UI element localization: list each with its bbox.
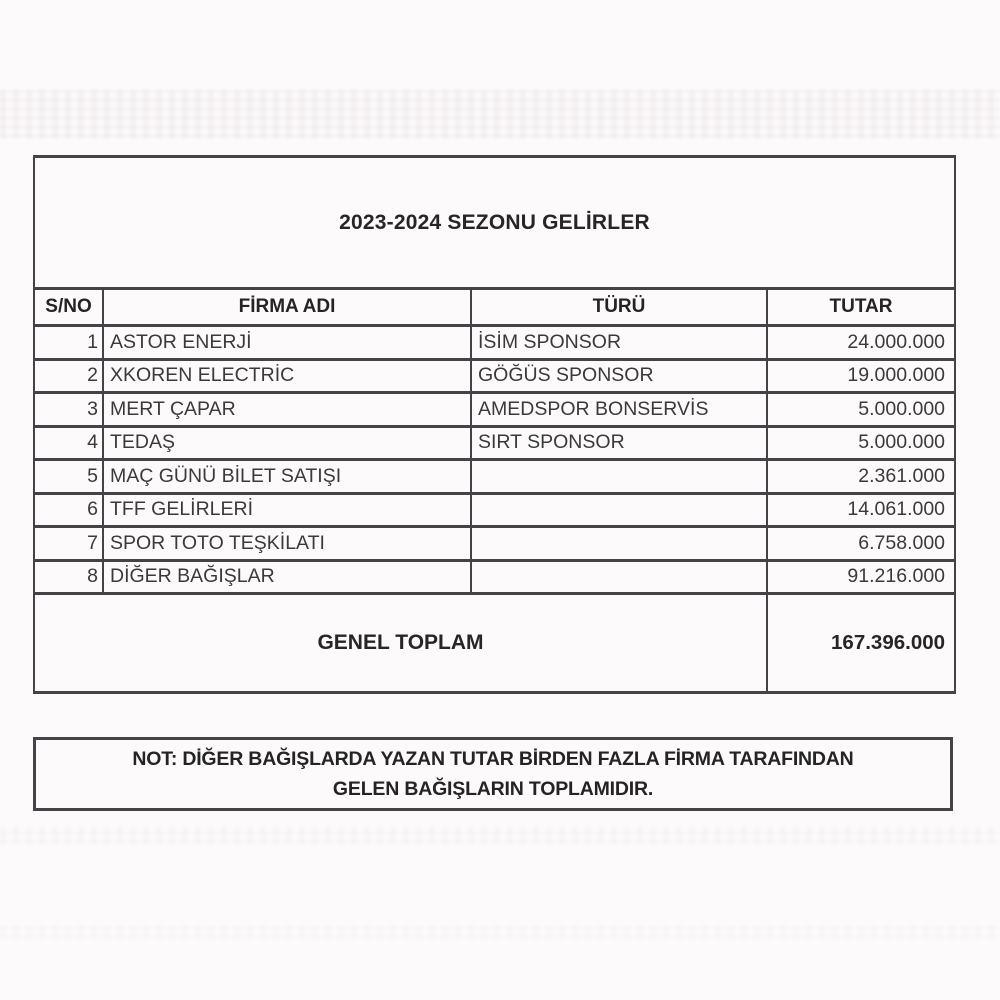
header-sno: S/NO	[34, 289, 103, 326]
firma-cell: MAÇ GÜNÜ BİLET SATIŞI	[103, 460, 471, 494]
grand-total-label: GENEL TOPLAM	[34, 594, 767, 693]
table-row	[34, 460, 955, 494]
table-row	[34, 359, 955, 393]
table-row	[34, 560, 955, 594]
revenue-table	[33, 155, 956, 694]
firma-cell: MERT ÇAPAR	[103, 393, 471, 427]
tutar-cell: 19.000.000	[767, 359, 955, 393]
title-row	[34, 157, 955, 289]
turu-cell: AMEDSPOR BONSERVİS	[471, 393, 767, 427]
tutar-cell: 5.000.000	[767, 426, 955, 460]
firma-cell: XKOREN ELECTRİC	[103, 359, 471, 393]
table-row	[34, 426, 955, 460]
turu-cell	[471, 560, 767, 594]
scan-noise-band-middle	[0, 826, 1000, 844]
tutar-cell: 2.361.000	[767, 460, 955, 494]
note-line-1: NOT: DİĞER BAĞIŞLARDA YAZAN TUTAR BİRDEN FAZLA FİRMA TARAFINDAN	[132, 747, 854, 770]
tutar-cell: 91.216.000	[767, 560, 955, 594]
total-row	[34, 594, 955, 693]
header-turu: TÜRÜ	[471, 289, 767, 326]
header-tutar: TUTAR	[767, 289, 955, 326]
table-title: 2023-2024 SEZONU GELİRLER	[34, 157, 955, 289]
grand-total-value: 167.396.000	[767, 594, 955, 693]
table-row	[34, 527, 955, 561]
tutar-cell: 24.000.000	[767, 326, 955, 360]
note-box	[33, 737, 953, 811]
turu-cell: SIRT SPONSOR	[471, 426, 767, 460]
turu-cell	[471, 460, 767, 494]
note-line-2: GELEN BAĞIŞLARIN TOPLAMIDIR.	[332, 777, 654, 800]
row-number-cell: 7	[34, 527, 103, 561]
table-row	[34, 326, 955, 360]
tutar-cell: 5.000.000	[767, 393, 955, 427]
row-number-cell: 8	[34, 560, 103, 594]
tutar-cell: 6.758.000	[767, 527, 955, 561]
header-firma: FİRMA ADI	[103, 289, 471, 326]
row-number-cell: 5	[34, 460, 103, 494]
turu-cell	[471, 493, 767, 527]
tutar-cell: 14.061.000	[767, 493, 955, 527]
row-number-cell: 2	[34, 359, 103, 393]
turu-cell	[471, 527, 767, 561]
scan-noise-band-top	[0, 90, 1000, 138]
scan-noise-band-bottom	[0, 925, 1000, 939]
turu-cell: İSİM SPONSOR	[471, 326, 767, 360]
table-body	[34, 326, 955, 594]
firma-cell: ASTOR ENERJİ	[103, 326, 471, 360]
firma-cell: DİĞER BAĞIŞLAR	[103, 560, 471, 594]
table-row	[34, 393, 955, 427]
row-number-cell: 6	[34, 493, 103, 527]
firma-cell: TFF GELİRLERİ	[103, 493, 471, 527]
row-number-cell: 4	[34, 426, 103, 460]
row-number-cell: 1	[34, 326, 103, 360]
row-number-cell: 3	[34, 393, 103, 427]
table-header-row	[34, 289, 955, 326]
table-row	[34, 493, 955, 527]
firma-cell: SPOR TOTO TEŞKİLATI	[103, 527, 471, 561]
turu-cell: GÖĞÜS SPONSOR	[471, 359, 767, 393]
firma-cell: TEDAŞ	[103, 426, 471, 460]
